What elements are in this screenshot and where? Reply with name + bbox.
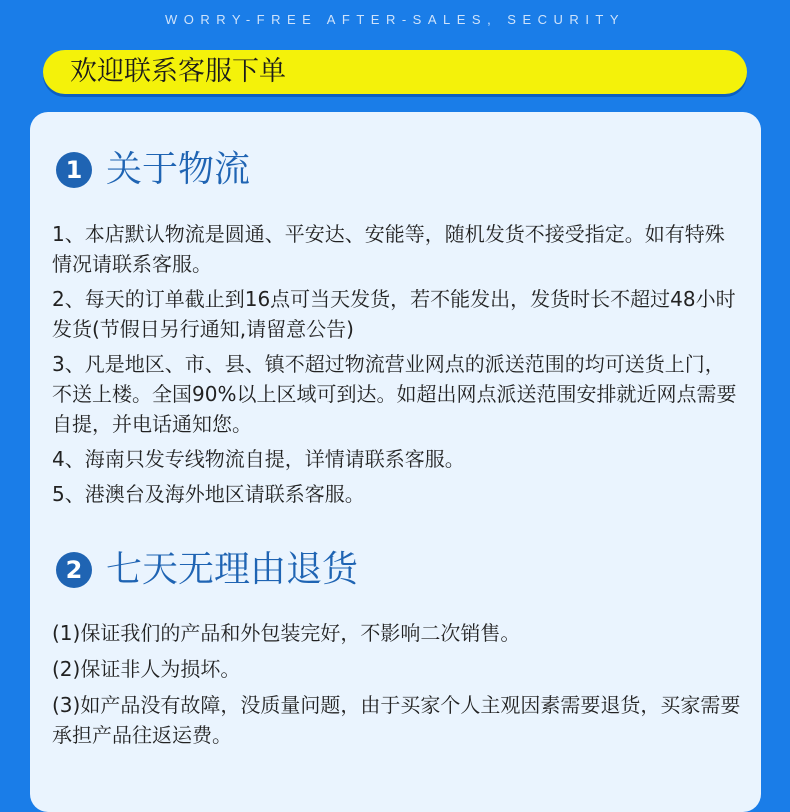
section-returns-header — [56, 550, 358, 590]
list-item: (3)如产品没有故障，没质量问题，由于买家个人主观因素需要退货，买家需要承担产品往返运费。 — [52, 693, 741, 747]
info-card — [30, 112, 761, 812]
section-number-badge: 1 — [56, 152, 92, 188]
tagline: WORRY-FREE AFTER-SALES, SECURITY — [164, 12, 626, 27]
list-item: 5、港澳台及海外地区请联系客服。 — [52, 482, 365, 506]
section-number-badge: 2 — [56, 552, 92, 588]
list-item: (1)保证我们的产品和外包装完好，不影响二次销售。 — [52, 621, 521, 645]
list-item: (2)保证非人为损坏。 — [52, 657, 241, 681]
returns-list — [52, 618, 742, 756]
list-item: 4、海南只发专线物流自提，详情请联系客服。 — [52, 447, 465, 471]
section-title-logistics: 关于物流 — [106, 149, 251, 190]
contact-banner — [43, 50, 747, 94]
list-item: 2、每天的订单截止到16点可当天发货，若不能发出，发货时长不超过48小时发货(节假日另行通知,请留意公告) — [52, 287, 736, 341]
logistics-list — [52, 219, 742, 514]
list-item: 3、凡是地区、市、县、镇不超过物流营业网点的派送范围的均可送货上门，不送上楼。全国90%以上区域可到达。如超出网点派送范围安排就近网点需要自提，并电话通知您。 — [52, 352, 737, 436]
banner-text: 欢迎联系客服下单 — [70, 56, 286, 87]
section-title-returns: 七天无理由退货 — [106, 549, 359, 590]
section-logistics-header — [56, 150, 250, 190]
list-item: 1、本店默认物流是圆通、平安达、安能等，随机发货不接受指定。如有特殊情况请联系客服。 — [52, 222, 725, 276]
